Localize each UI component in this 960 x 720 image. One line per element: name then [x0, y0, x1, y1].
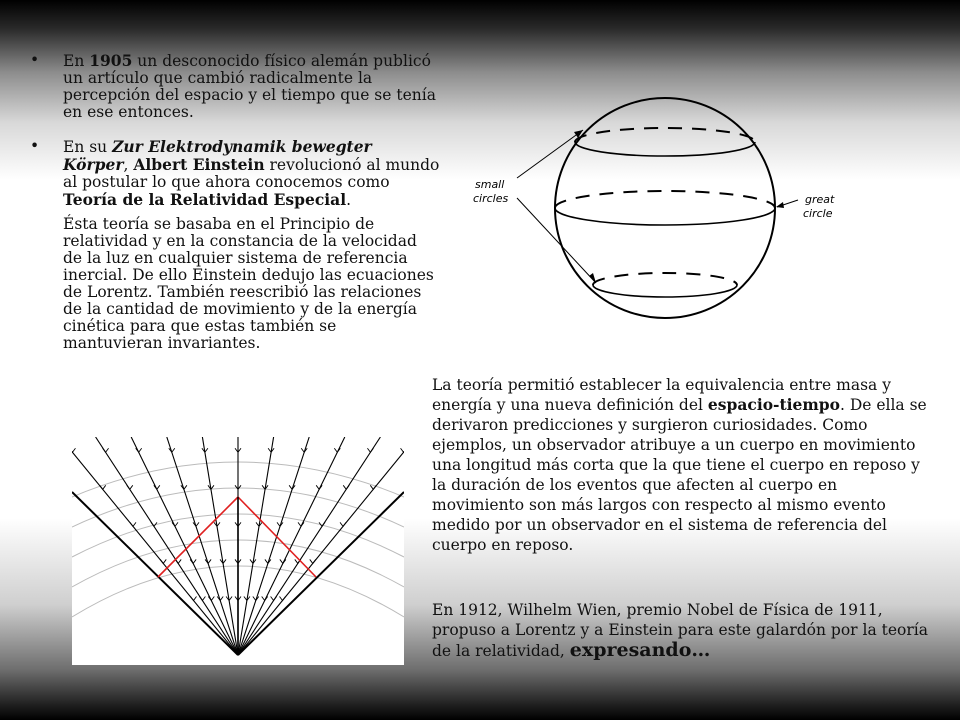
spacetime-term: espacio-tiempo — [707, 395, 840, 414]
tick-mark — [301, 448, 307, 452]
bullet-1905-text: En 1905 un desconocido físico alemán publicó un artículo que cambió radicalmente la percepción del espacio y el tiempo que se tenía en ese entonces. — [63, 51, 436, 121]
great-circle-back — [555, 191, 775, 208]
bullet-marker: • — [30, 51, 40, 69]
bullet-einstein-text: En su Zur Elektrodynamik bewegter Körper, Albert Einstein revolucionó al mundo al postular lo que ahora conocemos como Teoría de la Relatividad Especial. — [63, 137, 440, 209]
arrow-to-top-circle — [517, 130, 583, 178]
year-1905: 1905 — [89, 51, 133, 70]
world-line — [238, 437, 345, 655]
world-line — [131, 437, 238, 655]
tick-mark — [72, 448, 75, 452]
expresando-text: expresando… — [569, 639, 711, 661]
top-small-circle-front — [575, 142, 755, 156]
tick-mark — [343, 485, 349, 489]
tick-mark — [172, 522, 178, 526]
bullet-list — [30, 52, 440, 352]
tick-mark — [401, 448, 404, 452]
world-line — [238, 437, 274, 655]
tick-mark — [136, 448, 142, 452]
theory-name: Teoría de la Relatividad Especial — [63, 190, 347, 209]
world-line — [238, 437, 404, 655]
tick-mark — [367, 448, 373, 452]
world-line — [72, 437, 238, 655]
einstein-name: Albert Einstein — [133, 155, 265, 174]
bottom-small-circle-back — [593, 273, 737, 285]
wien-paragraph: En 1912, Wilhelm Wien, premio Nobel de Física de 1911, propuso a Lorentz y a Einstein para este galardón por la teoría de la relatividad, expresando… — [432, 601, 928, 661]
relativity-paragraph: Ésta teoría se basaba en el Principio de relatividad y en la constancia de la velocidad de la luz en cualquier sistema de referencia inercial. De ello Einstein dedujo las ecuaciones de Lorentz. También reescribió las relaciones de la cantidad de movimiento y de la energía cinética para que estas también se mantuvieran invariantes. — [63, 215, 434, 352]
tick-mark — [253, 597, 259, 601]
bullet-1905 — [30, 52, 440, 121]
label-small: small — [475, 178, 505, 191]
world-line — [96, 437, 238, 655]
tick-mark — [265, 559, 271, 563]
tick-mark — [190, 559, 196, 563]
tick-mark — [262, 597, 268, 601]
arrowhead-bottom — [589, 273, 596, 283]
tick-mark — [280, 559, 286, 563]
tick-mark — [277, 522, 283, 526]
label-circles: circles — [473, 192, 509, 205]
label-circle: circle — [803, 207, 833, 220]
world-line — [202, 437, 238, 655]
tick-mark — [154, 485, 160, 489]
tick-mark — [193, 522, 199, 526]
spacetime-paragraph: La teoría permitió establecer la equivalencia entre masa y energía y una nueva definición del espacio-tiempo. De ella se derivaron predicciones y surgieron curiosidades. Como ejemplos, un observador atribuye a un cuerpo en movimiento una longitud más corta que la que tiene el cuerpo en reposo y la duración de los eventos que afecten al cuerpo en movimiento son más largos con respecto al mismo evento medido por un observador en el sistema de referencia del cuerpo en reposo. — [432, 376, 927, 554]
tick-mark — [316, 485, 322, 489]
sphere-outline — [555, 98, 775, 318]
red-segment-right — [238, 497, 316, 577]
tick-mark — [217, 597, 223, 601]
red-segment-left — [158, 497, 238, 577]
tick-mark — [334, 448, 340, 452]
great-circle-front — [555, 208, 775, 225]
light-cone-diagram — [72, 437, 404, 665]
bullet-einstein — [30, 138, 440, 352]
arrowhead-great — [776, 202, 784, 208]
tick-mark — [169, 448, 175, 452]
top-small-circle-back — [575, 128, 755, 142]
label-great: great — [805, 193, 835, 206]
tick-mark — [175, 559, 181, 563]
tick-mark — [208, 597, 214, 601]
tick-mark — [271, 597, 277, 601]
tick-mark — [103, 448, 109, 452]
tick-mark — [289, 485, 295, 489]
tick-mark — [127, 485, 133, 489]
bullet-marker: • — [30, 137, 40, 155]
paper-title: Zur Elektrodynamik bewegter Körper — [63, 137, 372, 174]
tick-mark — [298, 522, 304, 526]
tick-mark — [205, 559, 211, 563]
sphere-diagram — [465, 90, 855, 350]
tick-mark — [181, 485, 187, 489]
world-line — [238, 437, 380, 655]
bottom-small-circle-front — [593, 285, 737, 297]
tick-mark — [199, 597, 205, 601]
light-cone-figure — [72, 437, 404, 665]
